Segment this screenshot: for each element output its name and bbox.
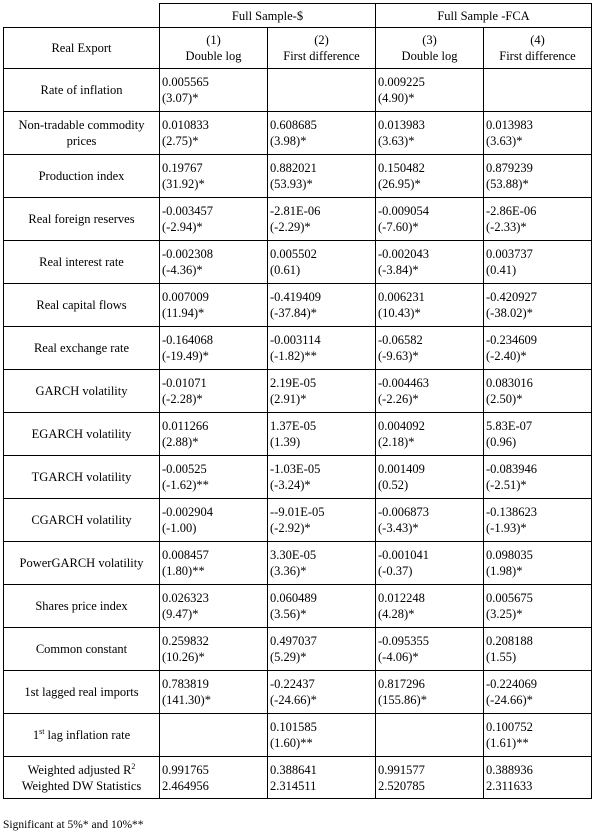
r2-value: 0.388641 — [270, 762, 317, 777]
t-statistic: (-3.24)* — [270, 478, 311, 492]
table-cell — [376, 241, 484, 284]
coefficient: 0.008457 — [162, 548, 209, 562]
table-cell — [484, 585, 592, 628]
r2-label — [6, 762, 157, 778]
table-cell — [160, 284, 268, 327]
header-empty-cell — [4, 4, 160, 28]
regression-table — [3, 3, 592, 799]
table-cell — [160, 542, 268, 585]
coefficient: -0.095355 — [378, 634, 430, 648]
table-cell — [268, 241, 376, 284]
t-statistic: (53.93)* — [270, 177, 313, 191]
table-row — [4, 671, 592, 714]
table-cell — [268, 155, 376, 198]
coefficient: 0.003737 — [486, 247, 533, 261]
coefficient: 0.098035 — [486, 548, 533, 562]
table-cell — [484, 155, 592, 198]
table-cell — [268, 542, 376, 585]
dw-value: 2.464956 — [162, 778, 209, 793]
coefficient: 0.497037 — [270, 634, 317, 648]
t-statistic: (1.39) — [270, 435, 301, 449]
coefficient: -0.00525 — [162, 462, 207, 476]
table-row — [4, 413, 592, 456]
column-number: (1) — [206, 33, 221, 47]
table-cell — [268, 714, 376, 757]
table-cell — [376, 327, 484, 370]
table-cell — [160, 327, 268, 370]
column-name: First difference — [499, 49, 576, 63]
table-cell — [376, 671, 484, 714]
table-cell — [268, 112, 376, 155]
table-cell — [484, 542, 592, 585]
column-number: (3) — [422, 33, 437, 47]
coefficient: -0.002904 — [162, 505, 214, 519]
table-cell — [376, 714, 484, 757]
row-label: Real capital flows — [4, 284, 160, 327]
row-label: Production index — [4, 155, 160, 198]
t-statistic: (3.63)* — [378, 134, 415, 148]
row-label: PowerGARCH volatility — [4, 542, 160, 585]
t-statistic: (3.63)* — [486, 134, 523, 148]
table-cell — [484, 241, 592, 284]
t-statistic: (1.55) — [486, 650, 517, 664]
coefficient: 0.005565 — [162, 75, 209, 89]
t-statistic: (53.88)* — [486, 177, 529, 191]
t-statistic: (2.50)* — [486, 392, 523, 406]
coefficient: -0.003114 — [270, 333, 321, 347]
table-cell — [160, 413, 268, 456]
coefficient: -0.002308 — [162, 247, 214, 261]
t-statistic: (-2.26)* — [378, 392, 419, 406]
t-statistic: (-2.29)* — [270, 220, 311, 234]
table-row — [4, 542, 592, 585]
t-statistic: (3.07)* — [162, 91, 199, 105]
table-cell — [268, 327, 376, 370]
label-part: 1 — [32, 728, 40, 742]
label-part: Weighted adjusted R — [27, 762, 132, 777]
t-statistic: (2.75)* — [162, 134, 199, 148]
t-statistic: (-24.66)* — [486, 693, 533, 707]
t-statistic: (2.91)* — [270, 392, 307, 406]
table-cell — [376, 413, 484, 456]
table-cell — [376, 585, 484, 628]
label-part: lag inflation rate — [44, 728, 131, 742]
coefficient: -0.22437 — [270, 677, 315, 691]
table-cell — [268, 370, 376, 413]
row-label — [4, 757, 160, 799]
column-name: First difference — [283, 49, 360, 63]
coefficient: 5.83E-07 — [486, 419, 533, 433]
table-cell — [484, 198, 592, 241]
coefficient: -0.419409 — [270, 290, 322, 304]
coefficient: -1.03E-05 — [270, 462, 321, 476]
table-cell — [484, 499, 592, 542]
table-cell — [376, 112, 484, 155]
coefficient: -0.083946 — [486, 462, 538, 476]
table-cell — [160, 370, 268, 413]
coefficient: -2.86E-06 — [486, 204, 537, 218]
table-cell — [268, 585, 376, 628]
table-cell — [268, 413, 376, 456]
coefficient: 0.011266 — [162, 419, 209, 433]
t-statistic: (0.96) — [486, 435, 517, 449]
coefficient: 0.004092 — [378, 419, 425, 433]
table-cell — [160, 585, 268, 628]
table-cell — [376, 456, 484, 499]
column-header-3 — [376, 28, 484, 69]
table-row-fit-statistics — [4, 757, 592, 799]
coefficient: 0.817296 — [378, 677, 425, 691]
table-cell — [376, 155, 484, 198]
t-statistic: (3.36)* — [270, 564, 307, 578]
t-statistic: (1.60)** — [270, 736, 313, 750]
table-cell — [484, 370, 592, 413]
coefficient: 0.783819 — [162, 677, 209, 691]
table-row — [4, 628, 592, 671]
coefficient: -0.002043 — [378, 247, 430, 261]
table-cell — [376, 284, 484, 327]
column-number: (4) — [530, 33, 545, 47]
table-cell — [484, 628, 592, 671]
coefficient: -0.224069 — [486, 677, 538, 691]
coefficient: -2.81E-06 — [270, 204, 321, 218]
coefficient: 2.19E-05 — [270, 376, 317, 390]
t-statistic: (2.18)* — [378, 435, 415, 449]
column-name: Double log — [185, 49, 242, 63]
t-statistic: (-19.49)* — [162, 349, 209, 363]
row-label: Real foreign reserves — [4, 198, 160, 241]
coefficient: -0.006873 — [378, 505, 430, 519]
label-superscript: st — [39, 726, 45, 736]
coefficient: 0.19767 — [162, 161, 203, 175]
row-label: TGARCH volatility — [4, 456, 160, 499]
t-statistic: (1.80)** — [162, 564, 205, 578]
row-label: CGARCH volatility — [4, 499, 160, 542]
coefficient: 0.882021 — [270, 161, 317, 175]
r2-value: 0.388936 — [486, 762, 533, 777]
coefficient: 0.259832 — [162, 634, 209, 648]
coefficient: --9.01E-05 — [270, 505, 325, 519]
table-row — [4, 456, 592, 499]
coefficient: 0.007009 — [162, 290, 209, 304]
t-statistic: (-2.33)* — [486, 220, 527, 234]
coefficient: -0.164068 — [162, 333, 214, 347]
table-row — [4, 241, 592, 284]
row-label: GARCH volatility — [4, 370, 160, 413]
t-statistic: (-3.84)* — [378, 263, 419, 277]
table-cell — [484, 112, 592, 155]
t-statistic: (-4.06)* — [378, 650, 419, 664]
table-cell — [376, 542, 484, 585]
table-cell — [268, 456, 376, 499]
row-label: Real exchange rate — [4, 327, 160, 370]
t-statistic: (-3.43)* — [378, 521, 419, 535]
t-statistic: (-2.94)* — [162, 220, 203, 234]
t-statistic: (-2.92)* — [270, 521, 311, 535]
table-cell — [160, 112, 268, 155]
table-row-lag-inflation — [4, 714, 592, 757]
coefficient: -0.01071 — [162, 376, 207, 390]
table-cell — [376, 628, 484, 671]
table-cell — [160, 155, 268, 198]
table-cell — [268, 284, 376, 327]
table-cell — [376, 499, 484, 542]
row-label-header: Real Export — [4, 28, 160, 69]
coefficient: -0.138623 — [486, 505, 538, 519]
table-cell — [268, 671, 376, 714]
table-row — [4, 155, 592, 198]
dw-value: 2.314511 — [270, 778, 317, 793]
t-statistic: (-2.28)* — [162, 392, 203, 406]
coefficient: 0.013983 — [378, 118, 425, 132]
table-cell — [268, 198, 376, 241]
coefficient: 0.101585 — [270, 720, 317, 734]
coefficient: 0.083016 — [486, 376, 533, 390]
table-cell — [268, 499, 376, 542]
dw-value: 2.311633 — [486, 778, 533, 793]
column-header-4 — [484, 28, 592, 69]
table-cell — [268, 757, 376, 799]
t-statistic: (-1.00) — [162, 521, 197, 535]
t-statistic: (-38.02)* — [486, 306, 533, 320]
t-statistic: (0.52) — [378, 478, 409, 492]
column-name: Double log — [401, 49, 458, 63]
t-statistic: (2.88)* — [162, 435, 199, 449]
t-statistic: (3.98)* — [270, 134, 307, 148]
table-cell — [268, 628, 376, 671]
coefficient: 0.009225 — [378, 75, 425, 89]
table-cell — [376, 69, 484, 112]
row-label — [4, 714, 160, 757]
coefficient: -0.234609 — [486, 333, 538, 347]
row-label: Shares price index — [4, 585, 160, 628]
table-cell — [160, 241, 268, 284]
table-row — [4, 499, 592, 542]
row-label: EGARCH volatility — [4, 413, 160, 456]
t-statistic: (-2.40)* — [486, 349, 527, 363]
coefficient: -0.06582 — [378, 333, 423, 347]
t-statistic: (-4.36)* — [162, 263, 203, 277]
t-statistic: (5.29)* — [270, 650, 307, 664]
table-cell — [484, 757, 592, 799]
dw-label: Weighted DW Statistics — [21, 778, 142, 793]
t-statistic: (4.28)* — [378, 607, 415, 621]
t-statistic: (3.25)* — [486, 607, 523, 621]
t-statistic: (0.41) — [486, 263, 517, 277]
table-cell — [160, 456, 268, 499]
table-row — [4, 198, 592, 241]
coefficient: -0.001041 — [378, 548, 430, 562]
table-cell — [484, 714, 592, 757]
coefficient: 3.30E-05 — [270, 548, 317, 562]
t-statistic: (11.94)* — [162, 306, 205, 320]
coefficient: 0.208188 — [486, 634, 533, 648]
row-label: Rate of inflation — [4, 69, 160, 112]
table-cell — [484, 671, 592, 714]
coefficient: 0.006231 — [378, 290, 425, 304]
coefficient: 0.010833 — [162, 118, 209, 132]
t-statistic: (-0.37) — [378, 564, 413, 578]
coefficient: 0.060489 — [270, 591, 317, 605]
coefficient: -0.004463 — [378, 376, 430, 390]
table-cell — [160, 628, 268, 671]
r2-value: 0.991577 — [378, 762, 425, 777]
t-statistic: (-1.82)** — [270, 349, 317, 363]
coefficient: 0.005502 — [270, 247, 317, 261]
label-superscript: 2 — [131, 761, 136, 771]
column-header-1 — [160, 28, 268, 69]
t-statistic: (-2.51)* — [486, 478, 527, 492]
coefficient: -0.003457 — [162, 204, 214, 218]
t-statistic: (1.98)* — [486, 564, 523, 578]
t-statistic: (10.43)* — [378, 306, 421, 320]
table-row — [4, 284, 592, 327]
coefficient: -0.009054 — [378, 204, 430, 218]
t-statistic: (-9.63)* — [378, 349, 419, 363]
coefficient: 0.026323 — [162, 591, 209, 605]
significance-note: Significant at 5%* and 10%** — [3, 819, 144, 831]
t-statistic: (1.61)** — [486, 736, 529, 750]
table-cell — [160, 69, 268, 112]
t-statistic: (141.30)* — [162, 693, 211, 707]
t-statistic: (31.92)* — [162, 177, 205, 191]
table-cell — [160, 198, 268, 241]
table-cell — [160, 757, 268, 799]
header-row-columns — [4, 28, 592, 69]
t-statistic: (4.90)* — [378, 91, 415, 105]
row-label: Non-tradable commodity prices — [4, 112, 160, 155]
table-cell — [376, 198, 484, 241]
row-label: 1st lagged real imports — [4, 671, 160, 714]
row-label: Common constant — [4, 628, 160, 671]
table-cell — [160, 671, 268, 714]
column-number: (2) — [314, 33, 329, 47]
t-statistic: (26.95)* — [378, 177, 421, 191]
table-cell — [160, 499, 268, 542]
group-header-fca: Full Sample -FCA — [376, 4, 592, 28]
t-statistic: (-24.66)* — [270, 693, 317, 707]
coefficient: 0.001409 — [378, 462, 425, 476]
t-statistic: (3.56)* — [270, 607, 307, 621]
table-cell — [484, 284, 592, 327]
t-statistic: (155.86)* — [378, 693, 427, 707]
table-row — [4, 370, 592, 413]
t-statistic: (-1.93)* — [486, 521, 527, 535]
table-cell — [376, 757, 484, 799]
table-cell — [484, 456, 592, 499]
table-cell — [484, 69, 592, 112]
table-cell — [484, 413, 592, 456]
column-header-2 — [268, 28, 376, 69]
coefficient: 0.100752 — [486, 720, 533, 734]
t-statistic: (-1.62)** — [162, 478, 209, 492]
table-cell — [376, 370, 484, 413]
table-row — [4, 327, 592, 370]
coefficient: -0.420927 — [486, 290, 538, 304]
group-header-usd: Full Sample-$ — [160, 4, 376, 28]
coefficient: 0.005675 — [486, 591, 533, 605]
table-cell — [484, 327, 592, 370]
t-statistic: (10.26)* — [162, 650, 205, 664]
r2-value: 0.991765 — [162, 762, 209, 777]
coefficient: 0.608685 — [270, 118, 317, 132]
table-cell — [268, 69, 376, 112]
coefficient: 1.37E-05 — [270, 419, 317, 433]
coefficient: 0.012248 — [378, 591, 425, 605]
coefficient: 0.013983 — [486, 118, 533, 132]
coefficient: 0.879239 — [486, 161, 533, 175]
table-row — [4, 112, 592, 155]
dw-value: 2.520785 — [378, 778, 425, 793]
coefficient: 0.150482 — [378, 161, 425, 175]
t-statistic: (9.47)* — [162, 607, 199, 621]
table-row — [4, 585, 592, 628]
table-body — [4, 69, 592, 799]
t-statistic: (-7.60)* — [378, 220, 419, 234]
header-row-groups — [4, 4, 592, 28]
table-cell — [160, 714, 268, 757]
row-label: Real interest rate — [4, 241, 160, 284]
t-statistic: (-37.84)* — [270, 306, 317, 320]
table-row — [4, 69, 592, 112]
t-statistic: (0.61) — [270, 263, 301, 277]
